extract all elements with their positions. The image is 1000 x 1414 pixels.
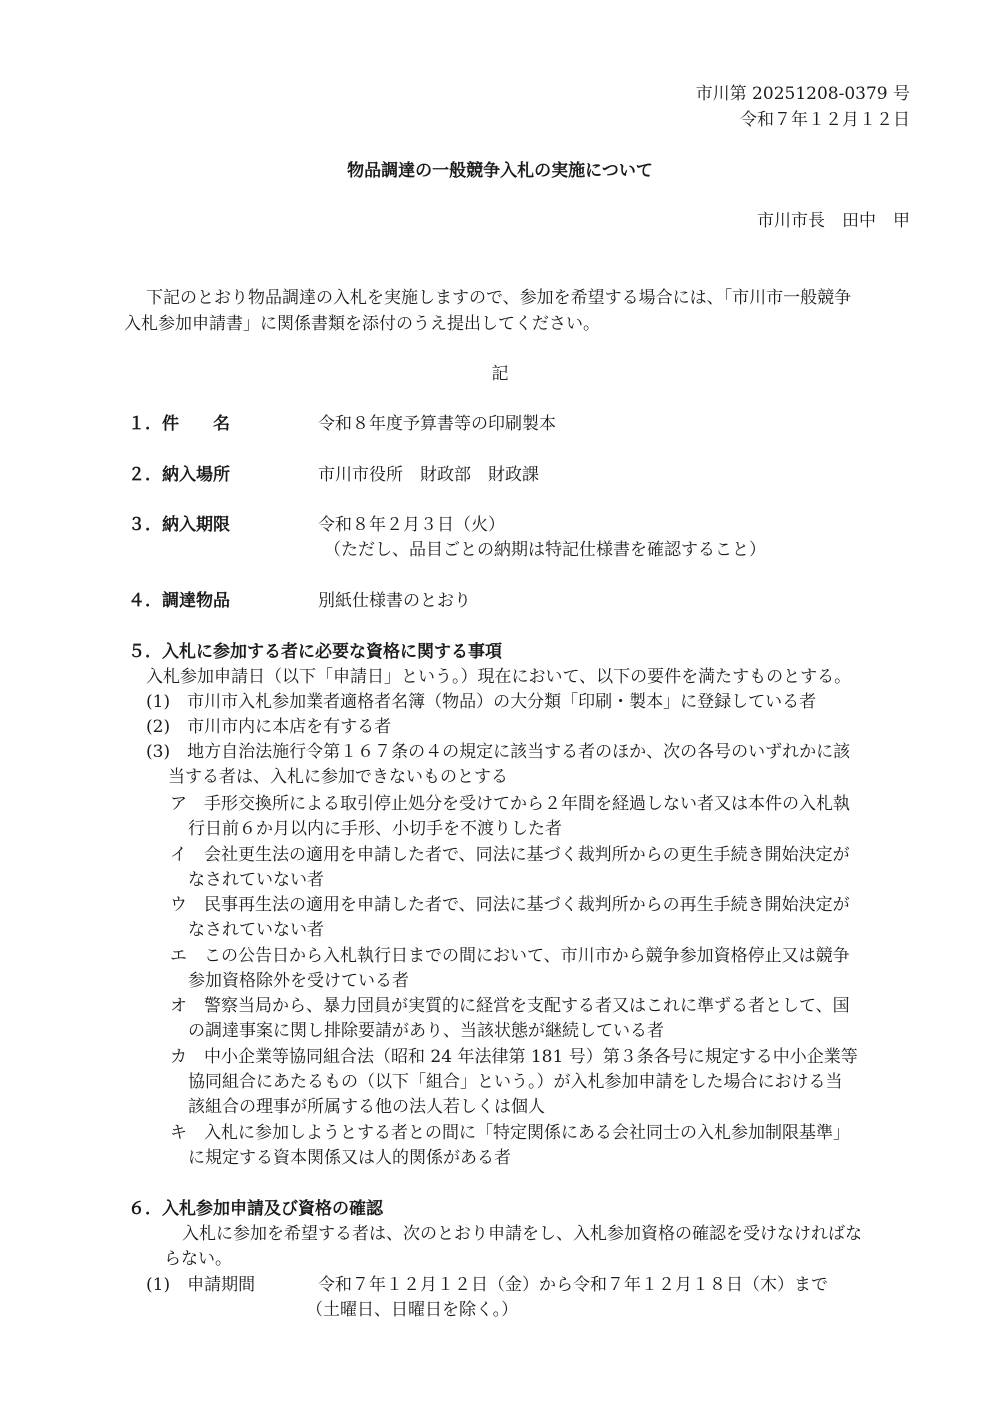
condition-3-line-2: 当する者は、入札に参加できないものとする [168,767,508,787]
section-5-intro: 入札参加申請日（以下「申請日」という。）現在において、以下の要件を満たすものとする。 [146,667,852,687]
section-5-heading: ５．入札に参加する者に必要な資格に関する事項 [128,642,502,662]
item-2-label: ２．納入場所 [128,465,230,485]
application-period-label: (1) 申請期間 [146,1275,256,1295]
clause-i-line-1: イ 会社更生法の適用を申請した者で、同法に基づく裁判所からの更生手続き開始決定が [170,845,850,865]
clause-e-line-1: エ この公告日から入札執行日までの間において、市川市から競争参加資格停止又は競争 [170,946,850,966]
item-2-value: 市川市役所 財政部 財政課 [318,465,539,485]
item-3-label: ３．納入期限 [128,515,230,535]
intro-line-2: 入札参加申請書」に関係書類を添付のうえ提出してください。 [124,314,600,334]
document-title: 物品調達の一般競争入札の実施について [347,161,653,181]
clause-a-line-2: 行日前６か月以内に手形、小切手を不渡りした者 [188,819,562,839]
clause-e-line-2: 参加資格除外を受けている者 [188,971,409,991]
item-4-label: ４．調達物品 [128,591,230,611]
clause-ki-line-2: に規定する資本関係又は人的関係がある者 [188,1148,511,1168]
issuer: 市川市長 田中 甲 [757,211,910,231]
section-6-intro-line-1: 入札に参加を希望する者は、次のとおり申請をし、入札参加資格の確認を受けなければな [182,1224,862,1244]
item-3-note: （ただし、品目ごとの納期は特記仕様書を確認すること） [324,540,766,560]
condition-1: (1) 市川市入札参加業者適格者名簿（物品）の大分類「印刷・製本」に登録している者 [146,692,817,712]
item-4-value: 別紙仕様書のとおり [318,591,471,611]
clause-a-line-1: ア 手形交換所による取引停止処分を受けてから２年間を経過しない者又は本件の入札執 [170,794,850,814]
clause-ka-line-1: カ 中小企業等協同組合法（昭和 24 年法律第 181 号）第３条各号に規定する中小企業等 [170,1047,858,1067]
application-period-value: 令和７年１２月１２日（金）から令和７年１２月１８日（木）まで [318,1275,828,1295]
clause-ka-line-3: 該組合の理事が所属する他の法人若しくは個人 [188,1097,545,1117]
condition-3-line-1: (3) 地方自治法施行令第１６７条の４の規定に該当する者のほか、次の各号のいずれかに該 [146,742,851,762]
item-3-value: 令和８年２月３日（火） [318,515,505,535]
clause-o-line-1: オ 警察当局から、暴力団員が実質的に経営を支配する者又はこれに準ずる者として、国 [170,996,850,1016]
ki-heading: 記 [491,364,509,384]
section-6-intro-line-2: らない。 [164,1249,232,1269]
section-6-heading: ６．入札参加申請及び資格の確認 [128,1199,383,1219]
condition-2: (2) 市川市内に本店を有する者 [146,717,392,737]
item-1-value: 令和８年度予算書等の印刷製本 [318,414,556,434]
clause-i-line-2: なされていない者 [188,870,324,890]
document-date: 令和７年１２月１２日 [740,110,910,130]
clause-ki-line-1: キ 入札に参加しようとする者との間に「特定関係にある会社同士の入札参加制限基準」 [170,1123,850,1143]
clause-u-line-1: ウ 民事再生法の適用を申請した者で、同法に基づく裁判所からの再生手続き開始決定が [170,895,850,915]
intro-line-1: 下記のとおり物品調達の入札を実施しますので、参加を希望する場合には、「市川市一般競争 [146,288,852,308]
document-number: 市川第 20251208-0379 号 [695,84,910,104]
clause-ka-line-2: 協同組合にあたるもの（以下「組合」という。）が入札参加申請をした場合における当 [188,1072,843,1092]
application-period-note: （土曜日、日曜日を除く。） [306,1300,519,1320]
item-1-label: １．件 名 [128,414,230,434]
clause-u-line-2: なされていない者 [188,920,324,940]
clause-o-line-2: の調達事案に関し排除要請があり、当該状態が継続している者 [188,1021,664,1041]
